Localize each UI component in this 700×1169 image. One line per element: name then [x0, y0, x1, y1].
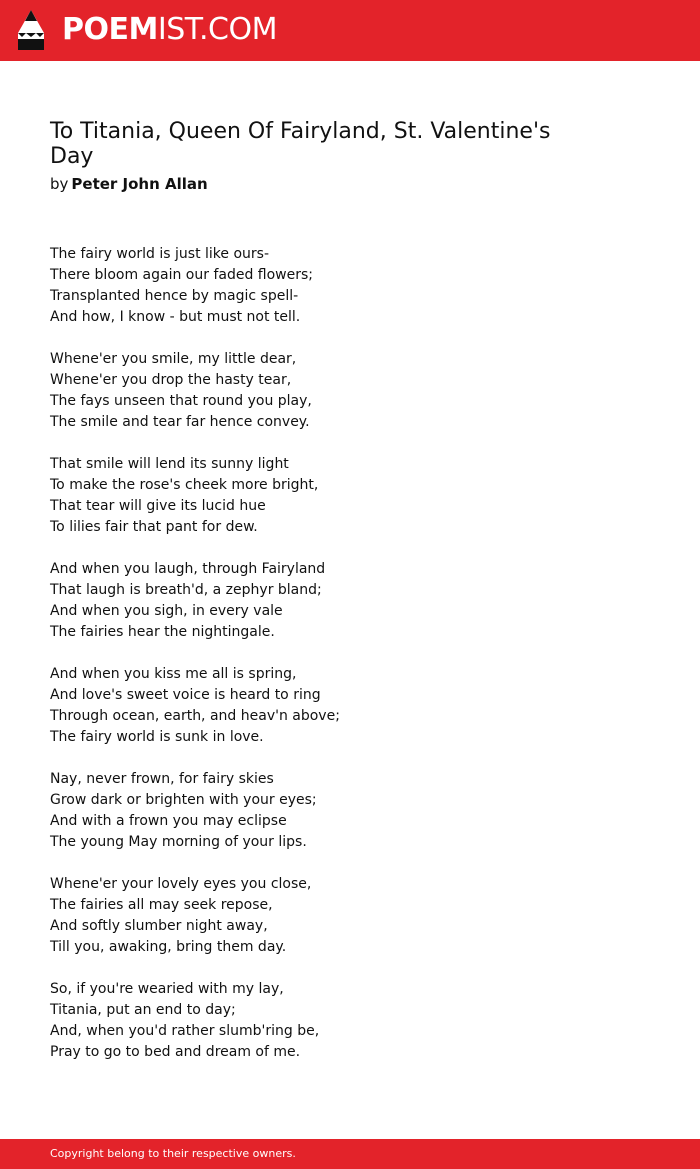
poem-line: That tear will give its lucid hue — [50, 498, 266, 514]
poem-stanza — [50, 979, 470, 1063]
poem-line: The fairies hear the nightingale. — [50, 624, 275, 640]
poem-line: And softly slumber night away, — [50, 918, 268, 934]
pencil-icon[interactable] — [17, 9, 45, 51]
poem-line: And when you sigh, in every vale — [50, 603, 283, 619]
brand-bold-text: POEM — [62, 12, 158, 47]
poem-title: To Titania, Queen Of Fairyland, St. Valentine's Day — [50, 119, 551, 169]
poem-line: And when you laugh, through Fairyland — [50, 561, 326, 577]
poem-line: So, if you're wearied with my lay, — [50, 981, 284, 997]
poem-line: And love's sweet voice is heard to ring — [50, 687, 321, 703]
poem-line: That smile will lend its sunny light — [50, 456, 289, 472]
poem-line: Whene'er you smile, my little dear, — [50, 351, 297, 367]
byline — [50, 174, 208, 194]
poem-line: The fairy world is just like ours- — [50, 246, 269, 262]
poem-line: And when you kiss me all is spring, — [50, 666, 297, 682]
poem-stanza — [50, 664, 470, 748]
poem-line: Through ocean, earth, and heav'n above; — [50, 708, 340, 724]
site-header — [0, 0, 700, 61]
poem-line: Pray to go to bed and dream of me. — [50, 1044, 301, 1060]
poem-line: The smile and tear far hence convey. — [50, 414, 310, 430]
site-footer — [0, 1139, 700, 1169]
poem-stanza — [50, 454, 470, 538]
poem-line: Whene'er your lovely eyes you close, — [50, 876, 312, 892]
poem-line: To lilies fair that pant for dew. — [50, 519, 258, 535]
poem-line: And, when you'd rather slumb'ring be, — [50, 1023, 320, 1039]
poem-line: To make the rose's cheek more bright, — [50, 477, 319, 493]
poem-line: Transplanted hence by magic spell- — [50, 288, 299, 304]
poem-line: The fairy world is sunk in love. — [50, 729, 264, 745]
brand-light-text: IST.COM — [157, 12, 277, 47]
poem-stanza — [50, 874, 470, 958]
poem-stanza — [50, 769, 470, 853]
poem-line: The young May morning of your lips. — [50, 834, 307, 850]
byline-prefix: by — [50, 175, 69, 193]
poem-line: And how, I know - but must not tell. — [50, 309, 301, 325]
author-name[interactable]: Peter John Allan — [71, 175, 208, 193]
copyright-text: Copyright belong to their respective owners. — [50, 1147, 296, 1160]
poem-line: That laugh is breath'd, a zephyr bland; — [50, 582, 322, 598]
poem-line: Whene'er you drop the hasty tear, — [50, 372, 292, 388]
poem-line: The fairies all may seek repose, — [50, 897, 273, 913]
poem-stanza — [50, 349, 470, 433]
poem-line: Till you, awaking, bring them day. — [50, 939, 287, 955]
poem-body — [50, 244, 470, 1084]
poem-line: Grow dark or brighten with your eyes; — [50, 792, 317, 808]
poem-stanza — [50, 244, 470, 328]
poem-line: The fays unseen that round you play, — [50, 393, 312, 409]
poem-line: Titania, put an end to day; — [50, 1002, 236, 1018]
poem-line: Nay, never frown, for fairy skies — [50, 771, 274, 787]
poem-line: There bloom again our faded flowers; — [50, 267, 314, 283]
site-logo-text[interactable] — [62, 12, 277, 48]
poem-line: And with a frown you may eclipse — [50, 813, 287, 829]
poem-stanza — [50, 559, 470, 643]
